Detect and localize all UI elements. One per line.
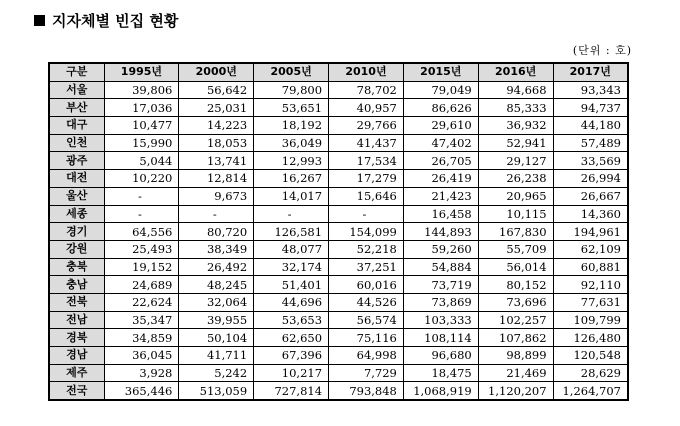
table-row (49, 293, 628, 311)
unit-label: (단위 : 호) (572, 44, 632, 57)
table-cell: 126,480 (553, 329, 628, 347)
table-cell: 36,932 (478, 117, 553, 135)
table-cell: 120,548 (553, 347, 628, 365)
table-row (49, 329, 628, 347)
header-row (49, 63, 628, 81)
table-cell: 73,869 (403, 293, 478, 311)
table-cell: 3,928 (104, 364, 179, 382)
table-cell: 40,957 (329, 99, 404, 117)
table-cell: 41,711 (179, 347, 254, 365)
table-cell: 126,581 (254, 223, 329, 241)
row-region-label: 인천 (49, 134, 104, 152)
row-region-label: 경북 (49, 329, 104, 347)
table-cell: 365,446 (104, 382, 179, 400)
table-row (49, 240, 628, 258)
row-region-label: 서울 (49, 81, 104, 99)
table-cell: 52,941 (478, 134, 553, 152)
table-cell: 39,806 (104, 81, 179, 99)
table-cell: 62,650 (254, 329, 329, 347)
table-cell: 28,629 (553, 364, 628, 382)
table-cell: 64,556 (104, 223, 179, 241)
table-cell: 5,242 (179, 364, 254, 382)
table-cell: 26,419 (403, 170, 478, 188)
table-cell: 96,680 (403, 347, 478, 365)
table-cell: 9,673 (179, 187, 254, 205)
table-cell: 79,049 (403, 81, 478, 99)
square-bullet-icon (34, 15, 45, 26)
row-region-label: 충남 (49, 276, 104, 294)
table-cell: 38,349 (179, 240, 254, 258)
table-cell: 56,574 (329, 311, 404, 329)
table-cell: 64,998 (329, 347, 404, 365)
table-cell: 102,257 (478, 311, 553, 329)
table-cell: 37,251 (329, 258, 404, 276)
row-region-label: 제주 (49, 364, 104, 382)
row-region-label: 전북 (49, 293, 104, 311)
table-cell: 29,766 (329, 117, 404, 135)
table-cell: 108,114 (403, 329, 478, 347)
table-cell: 107,862 (478, 329, 553, 347)
table-cell: 36,045 (104, 347, 179, 365)
table-cell: 22,624 (104, 293, 179, 311)
table-cell: 12,993 (254, 152, 329, 170)
table-cell: 53,651 (254, 99, 329, 117)
table-cell: 5,044 (104, 152, 179, 170)
table-row (49, 311, 628, 329)
table-row (49, 117, 628, 135)
column-header-year: 2005년 (254, 63, 329, 81)
table-cell: 73,719 (403, 276, 478, 294)
column-header-year: 1995년 (104, 63, 179, 81)
table-cell: 1,120,207 (478, 382, 553, 400)
table-cell: 35,347 (104, 311, 179, 329)
table-cell: 51,401 (254, 276, 329, 294)
table-cell: 57,489 (553, 134, 628, 152)
table-cell: 56,642 (179, 81, 254, 99)
table-row (49, 347, 628, 365)
table-cell: 79,800 (254, 81, 329, 99)
table-cell: 17,279 (329, 170, 404, 188)
table-cell: 21,423 (403, 187, 478, 205)
row-region-label: 전남 (49, 311, 104, 329)
table-cell: 25,031 (179, 99, 254, 117)
table-row (49, 276, 628, 294)
table-cell: 36,049 (254, 134, 329, 152)
row-region-label: 광주 (49, 152, 104, 170)
table-cell: 48,077 (254, 240, 329, 258)
row-region-label: 경기 (49, 223, 104, 241)
table-cell: 21,469 (478, 364, 553, 382)
table-cell: 73,696 (478, 293, 553, 311)
table-cell: 34,859 (104, 329, 179, 347)
table-cell: - (254, 205, 329, 223)
table-cell: 10,217 (254, 364, 329, 382)
table-cell: 17,534 (329, 152, 404, 170)
table-cell: 10,115 (478, 205, 553, 223)
table-cell: 67,396 (254, 347, 329, 365)
table-cell: 727,814 (254, 382, 329, 400)
table-cell: 13,741 (179, 152, 254, 170)
table-cell: 62,109 (553, 240, 628, 258)
table-cell: 29,610 (403, 117, 478, 135)
table-cell: 50,104 (179, 329, 254, 347)
table-cell: 47,402 (403, 134, 478, 152)
table-cell: 94,668 (478, 81, 553, 99)
table-row (49, 223, 628, 241)
table-cell: 98,899 (478, 347, 553, 365)
table-cell: 144,893 (403, 223, 478, 241)
table-cell: 26,238 (478, 170, 553, 188)
row-region-label: 경남 (49, 347, 104, 365)
table-cell: 14,223 (179, 117, 254, 135)
vacant-houses-table (48, 62, 629, 401)
table-row (49, 134, 628, 152)
table-cell: 53,653 (254, 311, 329, 329)
column-header-category: 구분 (49, 63, 104, 81)
table-row (49, 205, 628, 223)
table-cell: 19,152 (104, 258, 179, 276)
table-cell: 44,696 (254, 293, 329, 311)
table-cell: 12,814 (179, 170, 254, 188)
row-region-label: 대구 (49, 117, 104, 135)
table-cell: 77,631 (553, 293, 628, 311)
table-row (49, 258, 628, 276)
table-cell: 18,053 (179, 134, 254, 152)
table-cell: - (104, 205, 179, 223)
title-text: 지자체별 빈집 현황 (52, 12, 179, 30)
table-cell: 32,064 (179, 293, 254, 311)
row-region-label: 충북 (49, 258, 104, 276)
table-cell: 55,709 (478, 240, 553, 258)
table-cell: 44,180 (553, 117, 628, 135)
table-cell: 29,127 (478, 152, 553, 170)
table-cell: 80,152 (478, 276, 553, 294)
table-cell: 14,360 (553, 205, 628, 223)
table-row (49, 81, 628, 99)
table-cell: 52,218 (329, 240, 404, 258)
column-header-year: 2015년 (403, 63, 478, 81)
table-cell: 1,264,707 (553, 382, 628, 400)
table-cell: 26,994 (553, 170, 628, 188)
table-cell: 26,492 (179, 258, 254, 276)
column-header-year: 2010년 (329, 63, 404, 81)
table-cell: 167,830 (478, 223, 553, 241)
table-cell: 513,059 (179, 382, 254, 400)
table-cell: 93,343 (553, 81, 628, 99)
table-cell: - (104, 187, 179, 205)
table-cell: 14,017 (254, 187, 329, 205)
table-cell: 78,702 (329, 81, 404, 99)
table-cell: 54,884 (403, 258, 478, 276)
table-cell: 59,260 (403, 240, 478, 258)
table-cell: 16,458 (403, 205, 478, 223)
table-cell: 86,626 (403, 99, 478, 117)
page-title (34, 10, 178, 31)
table-cell: 15,646 (329, 187, 404, 205)
table-body (49, 81, 628, 400)
table-cell: 41,437 (329, 134, 404, 152)
table-cell: 20,965 (478, 187, 553, 205)
row-region-label: 부산 (49, 99, 104, 117)
table-cell: 793,848 (329, 382, 404, 400)
table-cell: 26,705 (403, 152, 478, 170)
row-region-label: 대전 (49, 170, 104, 188)
table-cell: 103,333 (403, 311, 478, 329)
table-cell: 56,014 (478, 258, 553, 276)
table-cell: 1,068,919 (403, 382, 478, 400)
row-region-label: 세종 (49, 205, 104, 223)
column-header-year: 2017년 (553, 63, 628, 81)
column-header-year: 2016년 (478, 63, 553, 81)
table-cell: 25,493 (104, 240, 179, 258)
table-cell: 48,245 (179, 276, 254, 294)
table-cell: 80,720 (179, 223, 254, 241)
table-row (49, 382, 628, 400)
table-cell: 16,267 (254, 170, 329, 188)
table-cell: 24,689 (104, 276, 179, 294)
table-cell: 18,475 (403, 364, 478, 382)
row-region-label: 전국 (49, 382, 104, 400)
table-cell: 39,955 (179, 311, 254, 329)
table-cell: 92,110 (553, 276, 628, 294)
table-row (49, 364, 628, 382)
table-cell: 18,192 (254, 117, 329, 135)
table-cell: 60,881 (553, 258, 628, 276)
column-header-year: 2000년 (179, 63, 254, 81)
table-cell: 194,961 (553, 223, 628, 241)
table-cell: 33,569 (553, 152, 628, 170)
table-cell: 94,737 (553, 99, 628, 117)
table-cell: 154,099 (329, 223, 404, 241)
table-cell: 10,220 (104, 170, 179, 188)
table-cell: 60,016 (329, 276, 404, 294)
table-cell: - (329, 205, 404, 223)
table-cell: 109,799 (553, 311, 628, 329)
table-cell: 75,116 (329, 329, 404, 347)
table-cell: 26,667 (553, 187, 628, 205)
table-cell: - (179, 205, 254, 223)
table-cell: 17,036 (104, 99, 179, 117)
table-row (49, 99, 628, 117)
table-cell: 7,729 (329, 364, 404, 382)
table-cell: 85,333 (478, 99, 553, 117)
table-row (49, 152, 628, 170)
row-region-label: 강원 (49, 240, 104, 258)
table-cell: 44,526 (329, 293, 404, 311)
row-region-label: 울산 (49, 187, 104, 205)
table-cell: 32,174 (254, 258, 329, 276)
table-row (49, 170, 628, 188)
table-row (49, 187, 628, 205)
table-cell: 15,990 (104, 134, 179, 152)
table-cell: 10,477 (104, 117, 179, 135)
